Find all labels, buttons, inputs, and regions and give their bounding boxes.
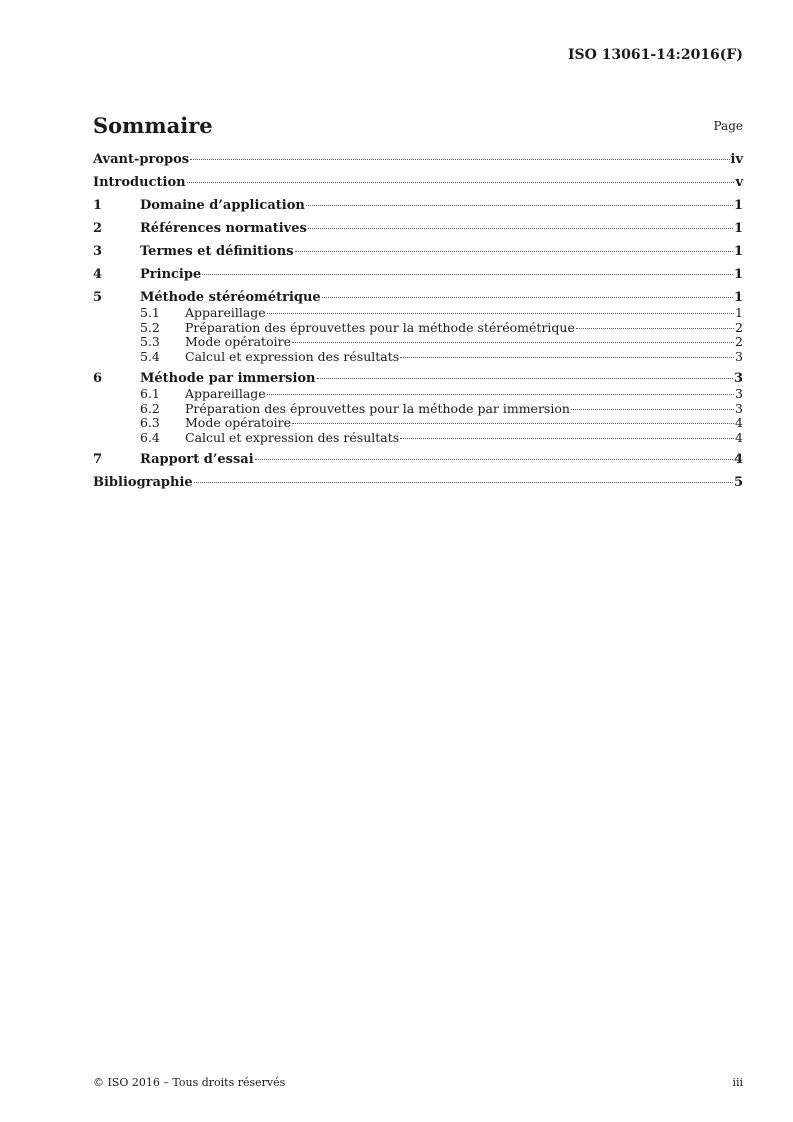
toc-entry-label: Appareillage — [185, 305, 266, 320]
toc-title: Sommaire — [93, 113, 213, 138]
dot-leader — [576, 328, 734, 329]
dot-leader — [190, 159, 729, 160]
toc-entry-page: 1 — [733, 221, 743, 236]
toc-entry[interactable] — [93, 452, 743, 468]
toc-entry-number: 5.1 — [140, 305, 160, 320]
toc-entry[interactable] — [93, 267, 743, 283]
toc-entry[interactable] — [93, 244, 743, 260]
toc-entry-number: 6 — [93, 371, 103, 386]
toc-entry-page: 3 — [735, 386, 743, 401]
toc-entry-label: Introduction — [93, 175, 186, 190]
dot-leader — [292, 342, 734, 343]
toc-entry-page: 4 — [733, 452, 743, 467]
table-of-contents — [93, 152, 743, 491]
page-column-label: Page — [713, 119, 743, 133]
dot-leader — [292, 423, 734, 424]
toc-entry-number: 5.2 — [140, 319, 160, 335]
toc-entry-label: Bibliographie — [93, 475, 193, 490]
toc-entry-page: 5 — [733, 475, 743, 490]
toc-entry-page: 4 — [735, 415, 743, 430]
toc-entry-page: 2 — [735, 334, 743, 349]
toc-entry-page: 4 — [735, 429, 743, 445]
toc-entry-page: 1 — [735, 305, 743, 320]
dot-leader — [317, 378, 733, 379]
toc-entry-label: Références normatives — [140, 221, 307, 236]
dot-leader — [187, 182, 735, 183]
document-id: ISO 13061-14:2016(F) — [567, 47, 743, 63]
dot-leader — [400, 357, 734, 358]
toc-entry-page: 1 — [733, 267, 743, 282]
toc-entry[interactable] — [93, 175, 743, 191]
dot-leader — [267, 394, 734, 395]
dot-leader — [306, 205, 733, 206]
toc-entry[interactable] — [93, 371, 743, 387]
dot-leader — [202, 274, 733, 275]
toc-entry-number: 6.1 — [140, 386, 160, 401]
toc-entry-label: Avant-propos — [93, 152, 190, 167]
toc-entry-page: iv — [730, 152, 743, 167]
dot-leader — [194, 482, 733, 483]
toc-entry-page: 2 — [735, 319, 743, 335]
toc-entry-label: Domaine d’application — [140, 198, 305, 213]
toc-entry-label: Préparation des éprouvettes pour la méthode par immersion — [185, 400, 570, 416]
toc-entry[interactable] — [93, 198, 743, 214]
toc-entry-label: Calcul et expression des résultats — [185, 429, 400, 445]
toc-entry-number: 4 — [93, 267, 103, 282]
toc-entry-label: Principe — [140, 267, 202, 282]
toc-entry[interactable] — [93, 387, 743, 402]
toc-entry-page: 3 — [735, 348, 743, 364]
toc-entry-page: 1 — [733, 198, 743, 213]
dot-leader — [571, 409, 734, 410]
toc-entry[interactable] — [93, 416, 743, 431]
toc-entry[interactable] — [93, 431, 743, 446]
footer-page-number: iii — [732, 1076, 743, 1089]
toc-entry-page: 1 — [733, 244, 743, 259]
dot-leader — [295, 251, 733, 252]
toc-entry-label: Appareillage — [185, 386, 266, 401]
toc-entry-label: Préparation des éprouvettes pour la méthode stéréométrique — [185, 319, 575, 335]
toc-entry[interactable] — [93, 152, 743, 168]
toc-entry-number: 2 — [93, 221, 103, 236]
toc-entry[interactable] — [93, 221, 743, 237]
toc-entry-page: 3 — [733, 371, 743, 386]
toc-entry-number: 6.3 — [140, 415, 160, 430]
toc-entry-page: v — [735, 175, 743, 190]
toc-entry[interactable] — [93, 402, 743, 417]
toc-entry-label: Rapport d’essai — [140, 452, 254, 467]
toc-entry-number: 5.4 — [140, 348, 160, 364]
dot-leader — [308, 228, 733, 229]
toc-entry-page: 1 — [733, 290, 743, 305]
toc-entry-number: 5 — [93, 290, 103, 305]
toc-entry-page: 3 — [735, 400, 743, 416]
toc-entry[interactable] — [93, 306, 743, 321]
toc-entry[interactable] — [93, 350, 743, 365]
toc-entry-label: Méthode stéréométrique — [140, 290, 321, 305]
toc-entry-number: 1 — [93, 198, 103, 213]
toc-entry[interactable] — [93, 321, 743, 336]
toc-entry-label: Méthode par immersion — [140, 371, 316, 386]
toc-entry-number: 6.2 — [140, 400, 160, 416]
toc-entry-label: Calcul et expression des résultats — [185, 348, 400, 364]
dot-leader — [322, 297, 733, 298]
toc-entry-label: Mode opératoire — [185, 334, 291, 349]
toc-entry-number: 5.3 — [140, 334, 160, 349]
dot-leader — [267, 313, 734, 314]
toc-entry[interactable] — [93, 335, 743, 350]
dot-leader — [255, 459, 733, 460]
toc-entry[interactable] — [93, 475, 743, 491]
toc-entry[interactable] — [93, 290, 743, 306]
toc-entry-number: 6.4 — [140, 429, 160, 445]
toc-entry-label: Termes et définitions — [140, 244, 294, 259]
footer-copyright: © ISO 2016 – Tous droits réservés — [93, 1076, 286, 1089]
toc-entry-number: 7 — [93, 452, 103, 467]
toc-entry-number: 3 — [93, 244, 103, 259]
dot-leader — [400, 438, 734, 439]
toc-entry-label: Mode opératoire — [185, 415, 291, 430]
